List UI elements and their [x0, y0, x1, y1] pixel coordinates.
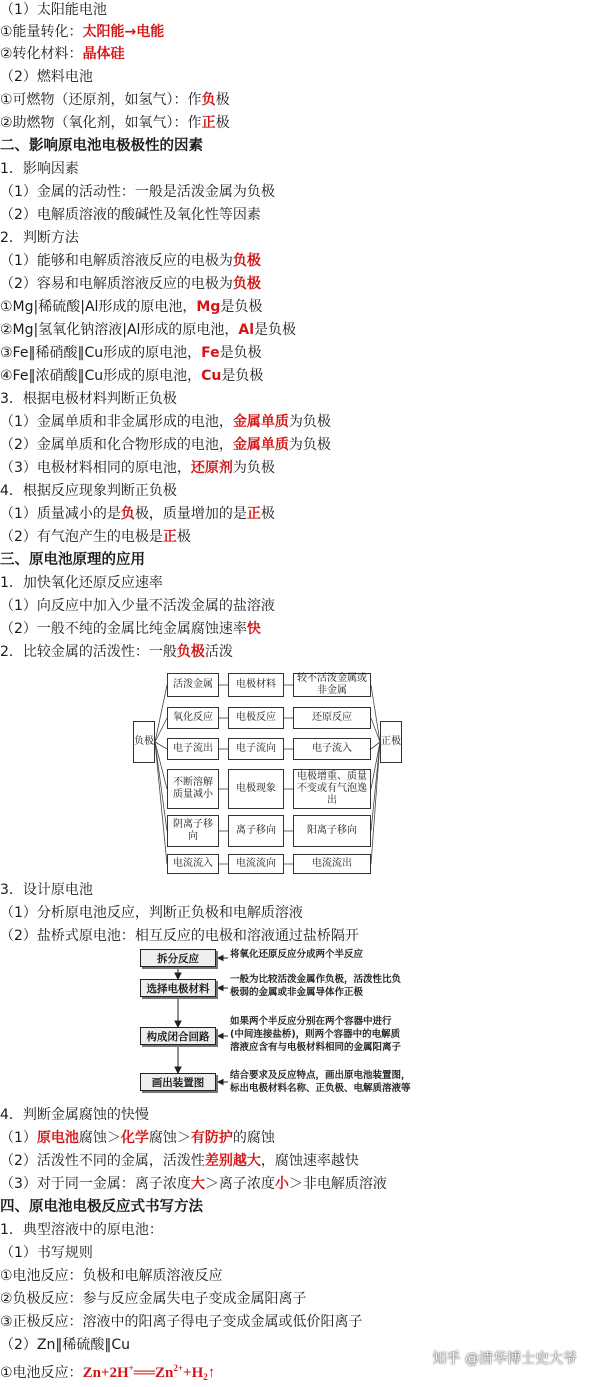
text-line: （2）有气泡产生的电极是正极 [0, 529, 191, 545]
text-line: （1）分析原电池反应，判断正负极和电解质溶液 [0, 905, 303, 921]
text-line: （1）质量减小的是负极，质量增加的是正极 [0, 506, 275, 522]
sub-heading: 1．影响因素 [0, 161, 79, 177]
example-line: ②Mg|氢氧化钠溶液|Al形成的原电池，Al是负极 [0, 322, 297, 338]
sub-heading: 1．加快氧化还原反应速率 [0, 575, 163, 591]
diagram-middle-box: 电极现象 [228, 769, 284, 809]
sub-heading: 1．典型溶液中的原电池： [0, 1222, 163, 1238]
sub-heading: 3．根据电极材料判断正负极 [0, 391, 177, 407]
electrode-comparison-diagram [130, 665, 405, 877]
text-line: （2）容易和电解质溶液反应的电极为负极 [0, 276, 261, 292]
diagram-negative-cell: 活泼金属 [167, 673, 219, 697]
text-line: （2）盐桥式原电池：相互反应的电极和溶液通过盐桥隔开 [0, 928, 359, 944]
diagram-negative-cell: 阴离子移向 [167, 815, 219, 847]
flow-step-note: 如果两个半反应分别在两个容器中进行 (中间连接盐桥)，则两个容器中的电解质 溶液应含有与电极材料相同的金属阳离子 [230, 1016, 402, 1053]
flow-step-note: 结合要求及反应特点，画出原电池装置图， 标出电极材料名称、正负极、电解质溶液等 [230, 1070, 411, 1094]
diagram-middle-box: 电子流向 [228, 738, 284, 760]
sub-heading: 4．根据反应现象判断正负极 [0, 483, 177, 499]
diagram-negative-cell: 电子流出 [167, 738, 219, 760]
diagram-middle-box: 电极材料 [228, 673, 284, 697]
diagram-positive-cell: 电子流入 [293, 738, 371, 760]
cell-reaction-equation: ①电池反应：$Zn+2H^+══Zn^{2+}+H_2↑$ [0, 1363, 216, 1382]
diagram-positive-cell: 电极增重、质量不变或有气泡逸出 [293, 769, 371, 809]
diagram-middle-box: 电极反应 [228, 707, 284, 729]
text-line: （1）金属的活动性：一般是活泼金属为负极 [0, 184, 275, 200]
negative-electrode-box: 负极 [133, 721, 155, 763]
section-title-3: 三、原电池原理的应用 [0, 552, 145, 568]
text-line: （2）活泼性不同的金属，活泼性差别越大，腐蚀速率越快 [0, 1153, 359, 1169]
diagram-negative-cell: 氧化反应 [167, 707, 219, 729]
flow-step-note: 一般为比较活泼金属作负极，活泼性比负 极弱的金属或非金属导体作正极 [230, 974, 402, 998]
sub-heading: 3．设计原电池 [0, 882, 93, 898]
example-line: ④Fe‖浓硝酸‖Cu形成的原电池，Cu是负极 [0, 368, 264, 384]
energy-conversion-line: ①能量转化：太阳能→电能 [0, 24, 165, 40]
flow-step-note: 将氧化还原反应分成两个半反应 [230, 949, 364, 960]
text-line: （3）对于同一金属：离子浓度大＞离子浓度小＞非电解质溶液 [0, 1176, 387, 1192]
diagram-negative-cell: 电流流入 [167, 854, 219, 874]
section-title-4: 四、原电池电极反应式书写方法 [0, 1199, 203, 1215]
example-line: ①Mg|稀硫酸|Al形成的原电池，Mg是负极 [0, 299, 263, 315]
text-line: ②负极反应：参与反应金属失电子变成金属阳离子 [0, 1291, 307, 1307]
text-line: （2）一般不纯的金属比纯金属腐蚀速率快 [0, 621, 261, 637]
flow-step-box: 画出装置图 [140, 1073, 216, 1091]
diagram-positive-cell: 电流流出 [293, 854, 371, 874]
sub-heading: 2．判断方法 [0, 230, 79, 246]
sub-heading: 4．判断金属腐蚀的快慢 [0, 1107, 149, 1123]
flow-step-box: 拆分反应 [140, 949, 216, 967]
diagram-positive-cell: 阳离子移向 [293, 815, 371, 847]
cell-design-flowchart [138, 945, 438, 1105]
text-line: （2）Zn‖稀硫酸‖Cu [0, 1337, 131, 1353]
oxidant-positive-line: ②助燃物（氧化剂，如氧气）：作正极 [0, 115, 230, 131]
text-line: （2）电解质溶液的酸碱性及氧化性等因素 [0, 207, 261, 223]
text-line: （3）电极材料相同的原电池，还原剂为负极 [0, 460, 275, 476]
positive-electrode-box: 正极 [380, 721, 402, 763]
heading-fuel-cell: （2）燃料电池 [0, 69, 93, 85]
sub-heading: 2．比较金属的活泼性：一般负极活泼 [0, 644, 233, 660]
text-line: （1）能够和电解质溶液反应的电极为负极 [0, 253, 261, 269]
text-line: （1）原电池腐蚀＞化学腐蚀＞有防护的腐蚀 [0, 1130, 275, 1146]
section-title-2: 二、影响原电池电极极性的因素 [0, 138, 203, 154]
conversion-material-line: ②转化材料：晶体硅 [0, 46, 125, 62]
text-line: ①电池反应：负极和电解质溶液反应 [0, 1268, 223, 1284]
diagram-negative-cell: 不断溶解质量减小 [167, 769, 219, 809]
watermark: 知乎 @清华博士史大爷 [432, 1351, 577, 1367]
text-line: （1）向反应中加入少量不活泼金属的盐溶液 [0, 598, 275, 614]
flow-step-box: 构成闭合回路 [140, 1027, 216, 1045]
fuel-negative-line: ①可燃物（还原剂，如氢气）：作负极 [0, 92, 230, 108]
text-line: （2）金属单质和化合物形成的电池，金属单质为负极 [0, 437, 331, 453]
text-line: （1）金属单质和非金属形成的电池，金属单质为负极 [0, 414, 331, 430]
flow-step-box: 选择电极材料 [140, 979, 216, 997]
heading-solar-cell: （1）太阳能电池 [0, 2, 107, 18]
example-line: ③Fe‖稀硝酸‖Cu形成的原电池，Fe是负极 [0, 345, 262, 361]
text-line: ③正极反应：溶液中的阳离子得电子变成金属或低价阳离子 [0, 1314, 363, 1330]
text-line: （1）书写规则 [0, 1245, 93, 1261]
diagram-middle-box: 离子移向 [228, 815, 284, 847]
diagram-positive-cell: 还原反应 [293, 707, 371, 729]
diagram-positive-cell: 较不活泼金属或非金属 [293, 673, 371, 697]
diagram-middle-box: 电流流向 [228, 854, 284, 874]
